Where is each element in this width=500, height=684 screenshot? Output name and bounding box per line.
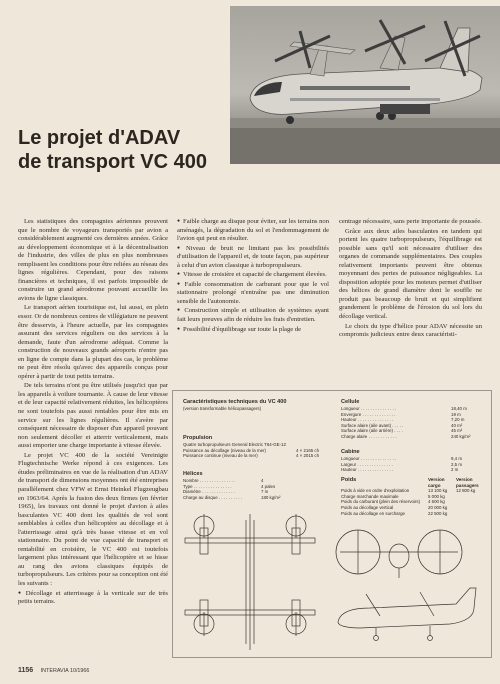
bullet-item: ● Décollage et atterrissage à la verticale sur de très petits terrains. xyxy=(18,590,168,607)
spec-value: 45 m² xyxy=(451,428,463,434)
spec-row xyxy=(341,467,483,473)
spec-value: 40 m² xyxy=(451,422,463,428)
spec-label: Longueur . . . . . . . . . . . . . . . xyxy=(341,406,397,411)
spec-label: Largeur . . . . . . . . . . . . . . . xyxy=(341,461,393,467)
paragraph: centrage nécessaire, sans perte importante de poussée. xyxy=(339,218,482,225)
paragraph: Le choix du type d'hélice pour ADAV nécessite un compromis judicieux entre deux caractéristi- xyxy=(339,322,482,339)
spec-value: 4 × 2015 ch xyxy=(296,453,320,459)
bullet-item: ● Faible consommation de carburant pour que le vol stationnaire prolongé n'entraîne pas une diminution sensible de l'autonomie. xyxy=(177,281,329,307)
spec-value: 240 kg/m² xyxy=(451,433,471,439)
spec-label: Charge au disque . . . . . . . . . . xyxy=(183,494,243,500)
spec-label: Surface alaire (aile avant) . . . . . xyxy=(341,422,404,428)
spec-value: 5 000 kg xyxy=(428,493,445,499)
spec-label: Poids au décollage vertical xyxy=(341,504,394,510)
spec-label: Poids à vide en ordre d'exploitation xyxy=(341,488,410,494)
spec-label: Hauteur . . . . . . . . . . . . . . . xyxy=(341,467,394,473)
spec-value: 4 xyxy=(261,478,264,483)
publication-info: INTERAVIA 10/1966 xyxy=(40,668,90,674)
bullet-item: ● Niveau de bruit ne limitant pas les possibilités d'utilisation de l'appareil et, de toute façon, pas supérieur à celui d'un avion classique à turbopropulseurs. xyxy=(177,245,329,271)
spec-value: 2,5 m xyxy=(451,461,462,467)
spec-value: 20 000 kg xyxy=(428,504,448,510)
paragraph: Le transport aérien touristique est, lui aussi, en plein essor. Or de nombreux centres de villégiature ne peuvent être desservis, à l'heure actuelle, par les compagnies assurant des services réguliers ou des services à la demande, faute d'un aérodrome adéquat. Comme la construction de nouveaux grands aéroports n'entre pas en ligne de compte dans la plupart des cas, le problème ne peut être résolu qu'avec des appareils conçus pour opérer à partir de tout petits terrains. xyxy=(18,304,168,380)
paragraph: De tels terrains n'ont pu être utilisés jusqu'ici que par les appareils à voilure tournante. À cause de leur vitesse et de leur capacité relativement réduites, les hélicoptères ne sont toutefois pas aussi rentables pour être mis en service sur les lignes régulières. Il s'avère par conséquent nécessaire de disposer d'un appareil pouvant non seulement décoller et atterrir verticalement, mais aussi emporter une charge importante à vitesse élevée. xyxy=(18,382,168,450)
aircraft-photo xyxy=(230,6,500,164)
spec-poids xyxy=(341,477,486,516)
spec-label: Charge marchande maximale xyxy=(341,493,399,499)
spec-value: 19 m xyxy=(451,411,461,417)
spec-label: Poids au décollage en surcharge xyxy=(341,510,405,516)
article-title xyxy=(18,126,218,174)
propulsion-heading: Propulsion xyxy=(183,435,213,441)
side-view xyxy=(338,588,476,641)
spec-row xyxy=(183,495,293,501)
spec-value: 4 600 kg xyxy=(428,499,445,505)
spec-value: 9,4 m xyxy=(451,456,462,461)
spec-value: 7 m xyxy=(261,489,269,495)
spec-heading xyxy=(183,399,333,412)
spec-propulsion xyxy=(183,435,328,459)
page-footer xyxy=(18,667,89,674)
spec-value: 4 pales xyxy=(261,483,276,489)
spec-row xyxy=(183,453,328,459)
bullet-item: ● Vitesse de croisière et capacité de chargement élevées. xyxy=(177,271,329,280)
spec-title: Caractéristiques techniques du VC 400 xyxy=(183,399,287,405)
spec-label: Puissance continue (niveau de la mer) xyxy=(183,453,258,459)
spec-value: 13 100 kg xyxy=(428,488,448,494)
spec-value: 4 × 2165 ch xyxy=(296,447,320,453)
text-column-2 xyxy=(177,218,329,334)
poids-col-cargo: Version cargo xyxy=(428,477,445,488)
text-column-3 xyxy=(339,218,482,340)
plan-view xyxy=(185,514,315,650)
text-column-1 xyxy=(18,218,168,607)
three-view-drawing xyxy=(180,512,486,657)
page-number: 1156 xyxy=(18,667,34,674)
spec-label: Envergure . . . . . . . . . . . . . . xyxy=(341,411,396,417)
spec-row xyxy=(341,434,483,440)
spec-label: Type . . . . . . . . . . . . . . . . xyxy=(183,483,232,489)
paragraph: Les statistiques des compagnies aériennes prouvent que le nombre de voyageurs transportés par avion a considérablement augmenté ces dernières années. Grâce au développement économique et à la décentralisation de l'industrie, des villes de plus en plus nombreuses remplissent les conditions pour être reliées au réseau des lignes régulières. Cependant, pour des raisons financières et techniques, il est parfois impossible de construire un grand aérodrome pouvant accueillir les avions de ligne classiques. xyxy=(18,218,168,302)
spec-subtitle: (version transformable hélicopassagers) xyxy=(183,406,262,411)
bullet-item: ● Faible charge au disque pour éviter, sur les terrains non aménagés, la dégradation du sol et l'endommagement de l'avion qui peut en résulter. xyxy=(177,218,329,244)
spec-label: Longueur . . . . . . . . . . . . . . . xyxy=(341,456,397,461)
spec-label: Poids du carburant (plein des réservoirs) xyxy=(341,499,421,505)
spec-helices xyxy=(183,471,293,500)
spec-value: 7,20 m xyxy=(451,417,465,423)
spec-label: Surface alaire (aile arrière) . . . . xyxy=(341,428,403,434)
spec-label: Diamètre . . . . . . . . . . . . . . xyxy=(183,489,235,495)
poids-col-passagers: Version passagers xyxy=(456,477,479,488)
spec-cabine xyxy=(341,449,483,473)
poids-heading: Poids xyxy=(341,477,357,483)
helices-heading: Hélices xyxy=(183,471,203,477)
front-view xyxy=(336,530,462,578)
paragraph: Le projet VC 400 de la société Vereinigte Flugtechnische Werke répond à ces exigences. Les études préliminaires en vue de la réalisation d'un ADAV de transport de dimensions moyennes ont été entreprises parallèlement chez VFW et Ernst Heinkel Flugzeugbau en 1963/64. Après la fusion des deux firmes (en février 1965), les travaux ont donné le projet d'avion à ailes basculantes VC 400 dont les qualités de vol sont semblables à celles d'un hélicoptère au décollage et à l'atterrissage ainsi qu'à très basse vitesse et en vol stationnaire. Du point de vue capacité de transport et rentabilité en croisière, le VC 400 est toutefois largement plus intéressant que l'hélicoptère et se hisse au rang des avions classiques équipés de turbopropulseurs. Les critères pour sa conception ont été les suivants : xyxy=(18,451,168,587)
bullet-item: ● Construction simple et utilisation de systèmes ayant fait leurs preuves afin de réduire les frais d'entretien. xyxy=(177,307,329,324)
spec-label: Nombre . . . . . . . . . . . . . . . xyxy=(183,478,236,483)
poids-header xyxy=(341,477,486,488)
cabine-heading: Cabine xyxy=(341,449,360,455)
title-line-1: Le projet d'ADAV xyxy=(18,127,181,149)
spec-value: 12 800 kg xyxy=(456,488,476,494)
bullet-item: ● Possibilité d'équilibrage sur toute la plage de xyxy=(177,326,329,335)
spec-value: 18,40 m xyxy=(451,406,467,411)
spec-label: Hauteur . . . . . . . . . . . . . . . xyxy=(341,417,394,423)
title-line-2: de transport VC 400 xyxy=(18,151,207,173)
spec-cellule xyxy=(341,399,483,440)
cellule-heading: Cellule xyxy=(341,399,360,405)
spec-value: 180 kg/m² xyxy=(261,494,281,500)
paragraph: Grâce aux deux ailes basculantes en tandem qui portent les quatre turbopropulseurs, l'équilibrage est possible sans qu'il soit nécessaire d'utiliser des organes de commande supplémentaires. Des couples relativement importants peuvent être obtenus moyennant des pertes de puissance négligeables. La disposition adoptée pour les moteurs permet d'utiliser des hélices de grand diamètre dont le souffle ne produit pas beaucoup de bruit et qui simplifient grandement le problème de l'érosion du sol lors du décollage vertical. xyxy=(339,227,482,321)
spec-value: 2 m xyxy=(451,467,459,473)
spec-label: Quatre turbopropulseurs General Electric T64-GE-12 xyxy=(183,442,286,447)
spec-label: Puissance au décollage (niveau de la mer) xyxy=(183,447,266,453)
spec-label: Charge alaire . . . . . . . . . . . . xyxy=(341,433,397,439)
spec-value: 22 500 kg xyxy=(428,510,448,516)
